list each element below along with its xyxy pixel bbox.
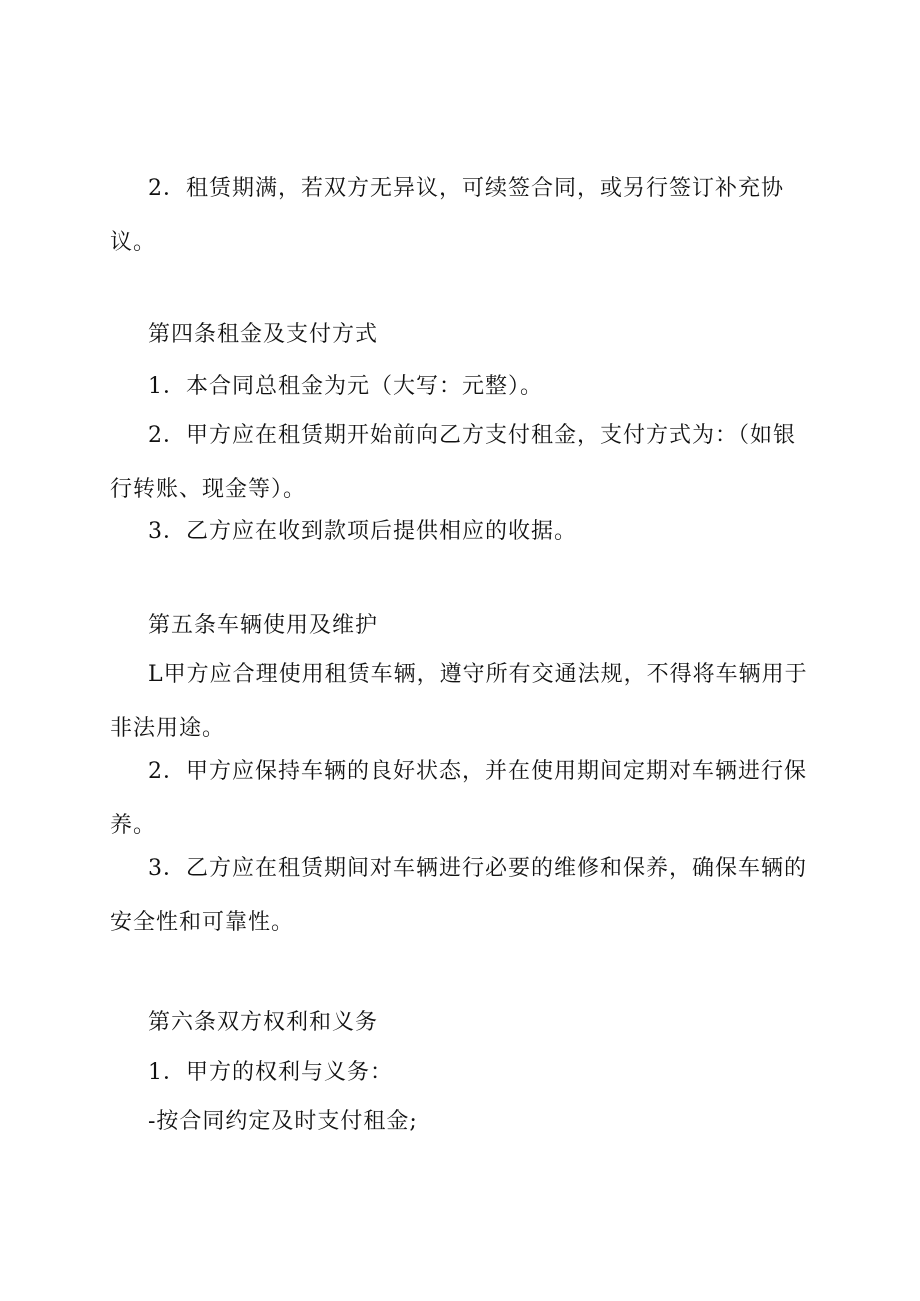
heading-article-6: 第六条双方权利和义务 xyxy=(148,1010,379,1035)
paragraph-party-a-rights: 1．甲方的权利与义务： xyxy=(148,1060,393,1085)
paragraph-payment-method: 2．甲方应在租赁期开始前向乙方支付租金，支付方式为：（如银行转账、现金等）。 xyxy=(110,423,796,502)
paragraph-pay-rent: -按合同约定及时支付租金; xyxy=(148,1109,418,1134)
paragraph-total-rent: 1．本合同总租金为元（大写：元整）。 xyxy=(148,374,543,399)
paragraph-receipt: 3．乙方应在收到款项后提供相应的收据。 xyxy=(148,519,577,544)
paragraph-repairs: 3．乙方应在租赁期间对车辆进行必要的维修和保养，确保车辆的安全性和可靠性。 xyxy=(110,856,807,935)
paragraph-renewal: 2．租赁期满，若双方无异议，可续签合同，或另行签订补充协议。 xyxy=(110,176,784,255)
heading-article-4: 第四条租金及支付方式 xyxy=(148,322,379,347)
paragraph-maintain-condition: 2．甲方应保持车辆的良好状态，并在使用期间定期对车辆进行保养。 xyxy=(110,759,807,838)
heading-article-5: 第五条车辆使用及维护 xyxy=(148,613,379,638)
paragraph-proper-use: L甲方应合理使用租赁车辆，遵守所有交通法规，不得将车辆用于非法用途。 xyxy=(110,662,808,741)
